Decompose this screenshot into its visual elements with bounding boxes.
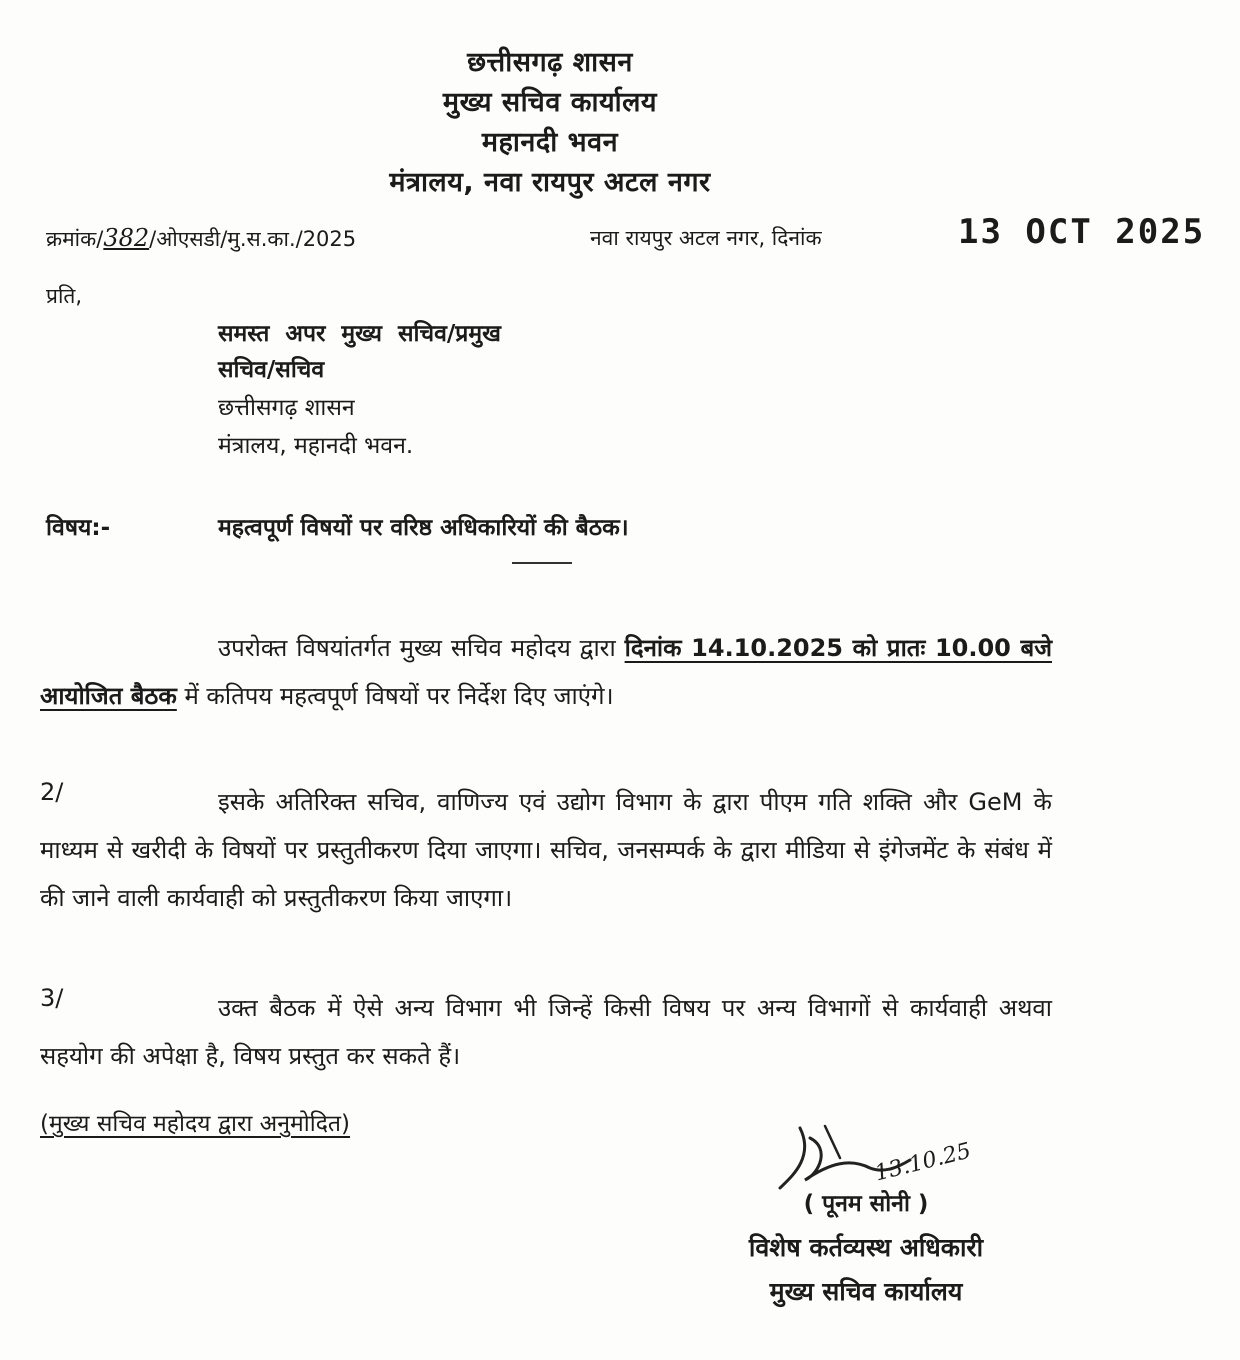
paragraph-1-intro: उपरोक्त विषयांतर्गत मुख्य सचिव महोदय द्वारा bbox=[218, 634, 625, 662]
reference-label: क्रमांक bbox=[46, 227, 97, 251]
to-line-1: समस्त अपर मुख्य सचिव/प्रमुख bbox=[218, 321, 501, 347]
paragraph-3-number: 3/ bbox=[40, 984, 64, 1012]
signatory-office: मुख्य सचिव कार्यालय bbox=[769, 1277, 963, 1306]
subject-label: विषय:- bbox=[46, 515, 111, 541]
subject-divider bbox=[512, 562, 572, 564]
signatory-name: ( पूनम सोनी ) bbox=[803, 1191, 929, 1217]
reference-suffix: /ओएसडी/मु.स.का./2025 bbox=[149, 227, 357, 251]
header-line-address: मंत्रालय, नवा रायपुर अटल नगर bbox=[389, 167, 711, 198]
signatory-designation: विशेष कर्तव्यस्थ अधिकारी bbox=[748, 1233, 984, 1262]
header-line-office: मुख्य सचिव कार्यालय bbox=[442, 87, 658, 118]
paragraph-1-meeting-datetime: दिनांक 14.10.2025 को प्रातः 10.00 बजे आयोजित बैठक bbox=[40, 634, 1053, 710]
paragraph-1-rest: में कतिपय महत्वपूर्ण विषयों पर निर्देश दिए जाएंगे। bbox=[176, 682, 614, 710]
header-line-building: महानदी भवन bbox=[481, 127, 619, 158]
to-label: प्रति, bbox=[46, 284, 83, 308]
approval-note: (मुख्य सचिव महोदय द्वारा अनुमोदित) bbox=[40, 1111, 350, 1137]
to-line-2: सचिव/सचिव bbox=[218, 357, 325, 383]
paragraph-2: इसके अतिरिक्त सचिव, वाणिज्य एवं उद्योग विभाग के द्वारा पीएम गति शक्ति और GeM के माध्यम से खरीदी के विषयों पर प्रस्तुतीकरण दिया जाएगा। सचिव, जनसम्पर्क के द्वारा मीडिया से इंगेजमेंट के संबंध में की जाने वाली कार्यवाही को प्रस्तुतीकरण किया जाएगा। bbox=[40, 788, 1052, 912]
to-line-4: मंत्रालय, महानदी भवन. bbox=[218, 433, 414, 459]
subject-text: महत्वपूर्ण विषयों पर वरिष्ठ अधिकारियों की बैठक। bbox=[218, 515, 629, 541]
paragraph-3: उक्त बैठक में ऐसे अन्य विभाग भी जिन्हें किसी विषय पर अन्य विभागों से कार्यवाही अथवा सहयोग की अपेक्षा है, विषय प्रस्तुत कर सकते हैं। bbox=[40, 994, 1052, 1070]
to-line-3: छत्तीसगढ़ शासन bbox=[218, 395, 355, 421]
reference-number bbox=[46, 224, 356, 253]
date-stamp: 13 OCT 2025 bbox=[958, 212, 1206, 252]
header-line-state: छत्तीसगढ़ शासन bbox=[467, 47, 633, 78]
paragraph-2-number: 2/ bbox=[40, 778, 64, 806]
reference-sep: / bbox=[96, 227, 104, 251]
signature-date: 13.10.25 bbox=[872, 1138, 974, 1187]
place-date-label: नवा रायपुर अटल नगर, दिनांक bbox=[590, 226, 822, 250]
reference-handwritten-number: 382 bbox=[103, 224, 150, 252]
paragraph-1 bbox=[40, 624, 1052, 720]
